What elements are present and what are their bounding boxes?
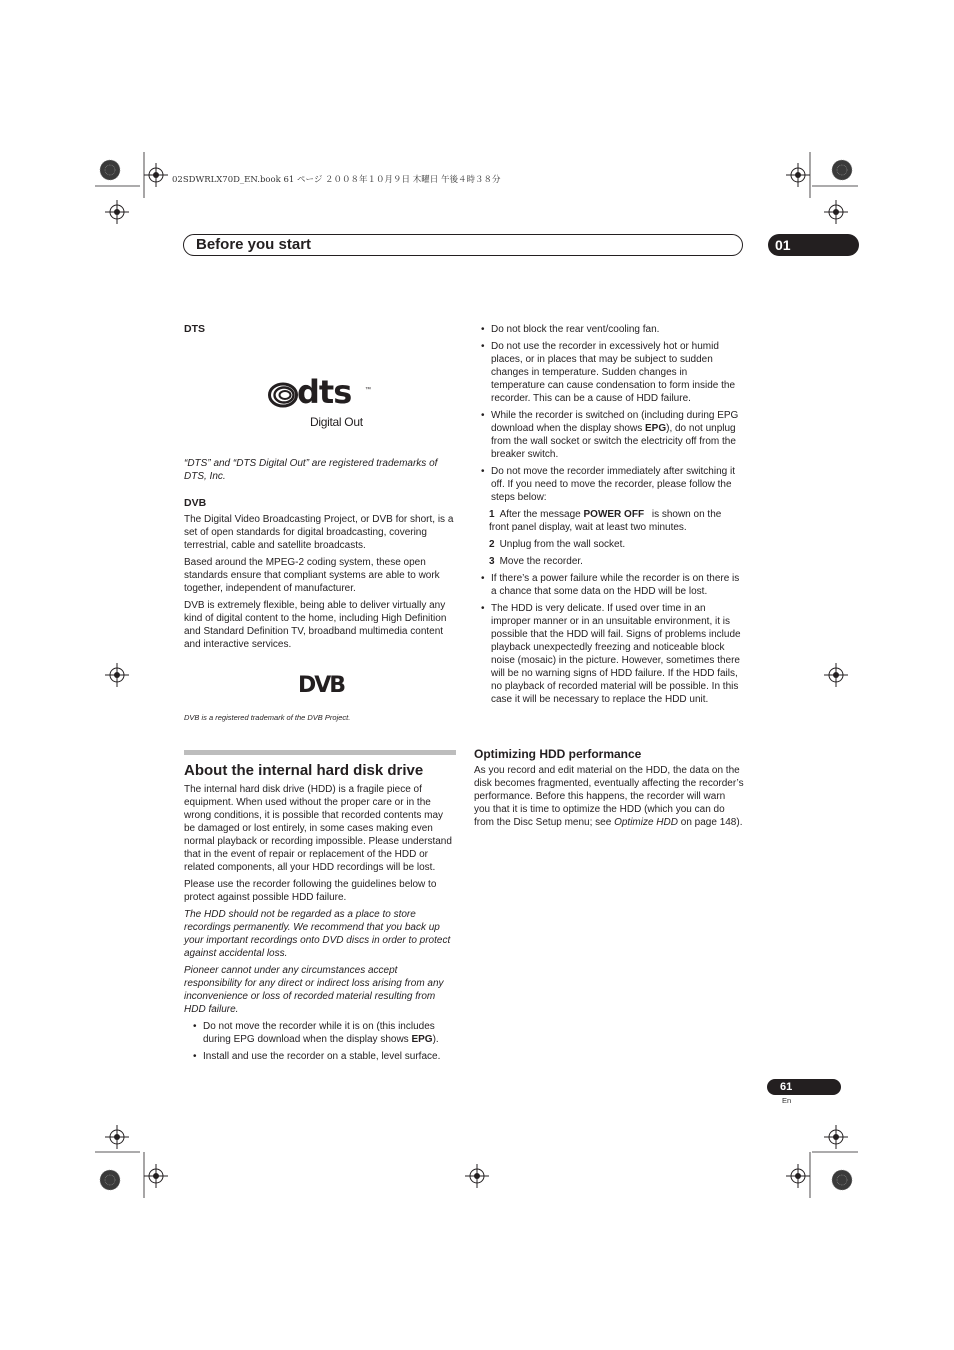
dvb-paragraph: Based around the MPEG-2 coding system, these open standards ensure that compliant systems are able to work together, independent of manufacturer. (184, 557, 440, 594)
page-language: En (782, 1096, 792, 1105)
dts-swoosh-icon (268, 381, 298, 409)
registration-mark-icon (105, 663, 129, 687)
step-item: 2 Unplug from the wall socket. (489, 539, 626, 550)
hdd-note: The HDD should not be regarded as a place to store recordings permanently. We recommend that you back up your important recordings onto DVD discs in order to protect against accidental loss. (184, 909, 451, 959)
star-target-icon (100, 160, 120, 180)
list-item: • Do not move the recorder immediately after switching it off. If you need to move the recorder, please follow the steps below: (481, 465, 743, 504)
list-item: • Do not block the rear vent/cooling fan. (481, 323, 743, 336)
dvb-heading: DVB (184, 497, 207, 509)
registration-mark-icon (786, 1164, 810, 1188)
dts-logo-text: dts (297, 373, 352, 411)
dvb-paragraph: The Digital Video Broadcasting Project, or DVB for short, is a set of open standards for digital broadcasting, covering terrestrial, cable and satellite broadcasts. (184, 514, 454, 551)
list-item: • Do not use the recorder in excessively hot or humid places, or in places that may be subject to sudden changes in temperature. Sudden changes in temperature can cause condensation to form inside the recorder. This can be a cause of HDD failure. (481, 340, 743, 405)
section-divider (184, 750, 456, 755)
list-item: • While the recorder is switched on (including during EPG download when the display shows EPG), do not unplug from the wall socket or switch the electricity off from the breaker switch. (481, 409, 743, 461)
hdd-note: Pioneer cannot under any circumstances accept responsibility for any direct or indirect loss arising from any inconvenience or loss of recorded material resulting from HDD failure. (184, 965, 444, 1015)
list-item: • Do not move the recorder while it is on (this includes during EPG download when the display shows EPG). (193, 1020, 456, 1046)
page-number-badge (767, 1079, 841, 1095)
dts-logo-subtitle: Digital Out (310, 415, 363, 429)
star-target-icon (832, 160, 852, 180)
page-number: 61 (780, 1081, 793, 1093)
step-item: 3 Move the recorder. (489, 556, 583, 567)
optimize-heading: Optimizing HDD performance (474, 747, 642, 761)
star-target-icon (832, 1170, 852, 1190)
registration-mark-icon (105, 1125, 129, 1149)
print-file-line: 02SDWRLX70D_EN.book 61 ページ ２００８年１０月９日 木曜日 午後４時３８分 (172, 175, 501, 185)
star-target-icon (100, 1170, 120, 1190)
registration-mark-icon (465, 1164, 489, 1188)
hdd-section-heading: About the internal hard disk drive (184, 762, 424, 779)
list-item: • Install and use the recorder on a stable, level surface. (193, 1050, 456, 1063)
optimize-section (474, 747, 744, 833)
dvb-logo (184, 655, 456, 711)
chapter-number: 01 (775, 237, 791, 253)
registration-mark-icon (824, 200, 848, 224)
step-item: 1 After the message POWER OFF is shown on the front panel display, wait at least two minutes. (489, 509, 722, 533)
registration-mark-icon (144, 1164, 168, 1188)
dts-heading: DTS (184, 323, 205, 335)
list-item: • The HDD is very delicate. If used over time in an improper manner or in an unsuitable environment, it is possible that the HDD will fail. Signs of problems include playback unexpectedly freezing and noticeable block noise (mosaic) in the picture. However, sometimes there will be no warning signs of HDD failure. If the HDD fails, no playback of recorded material will be possible. In this case it will be necessary to replace the HDD unit. (481, 602, 743, 706)
list-item: • If there’s a power failure while the recorder is on there is a chance that some data on the HDD will be lost. (481, 572, 743, 598)
dts-trademark-note: “DTS” and “DTS Digital Out” are registered trademarks of DTS, Inc. (184, 458, 438, 482)
chapter-badge (768, 234, 859, 256)
dvb-paragraph: DVB is extremely flexible, being able to deliver virtually any kind of digital content to the home, including High Definition and Standard Definition TV, broadband multimedia content and interactive services. (184, 600, 447, 650)
registration-mark-icon (105, 200, 129, 224)
hdd-paragraph: The internal hard disk drive (HDD) is a fragile piece of equipment. When used without the proper care or in the wrong conditions, it is possible that recorded contents may be damaged or lost entirely, in some cases making even normal playback or recording impossible. Please understand that in the event of repair or replacement of the HDD or related components, all your HDD recordings will be lost. (184, 784, 452, 873)
left-column (184, 323, 456, 1067)
dts-logo-tm: ™ (365, 387, 371, 393)
dvb-logo-text: DVB (298, 673, 345, 698)
dts-logo (184, 339, 456, 457)
registration-mark-icon (786, 163, 810, 187)
hdd-paragraph: Please use the recorder following the guidelines below to protect against possible HDD failure. (184, 879, 437, 903)
dvb-trademark-note: DVB is a registered trademark of the DVB Project. (184, 713, 351, 722)
optimize-paragraph: As you record and edit material on the HDD, the data on the disk becomes fragmented, eventually affecting the recorder’s performance. Before this happens, the recorder will warn you that it is time to optimize the HDD (which you can do from the Disc Setup menu; see Optimize HDD on page 148). (474, 765, 744, 828)
registration-mark-icon (144, 163, 168, 187)
registration-mark-icon (824, 1125, 848, 1149)
right-column (481, 323, 743, 710)
page-title: Before you start (196, 236, 312, 253)
registration-mark-icon (824, 663, 848, 687)
